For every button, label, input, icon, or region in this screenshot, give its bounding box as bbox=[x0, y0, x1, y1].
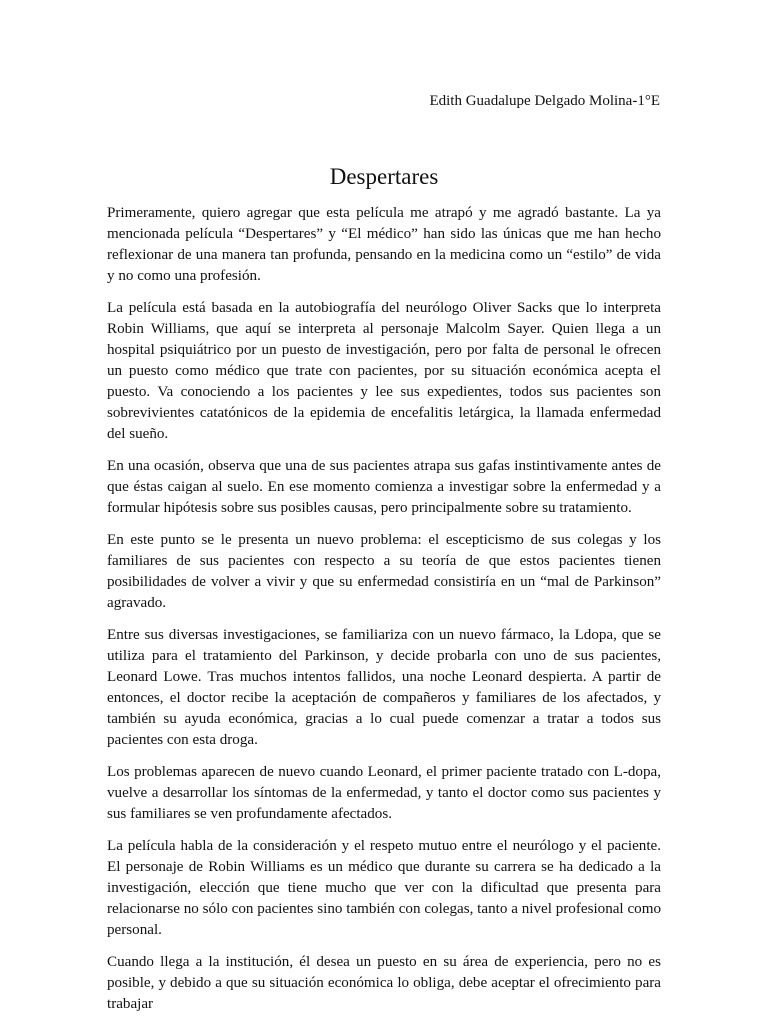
author-line: Edith Guadalupe Delgado Molina-1°E bbox=[429, 93, 660, 109]
paragraph-2: La película está basada en la autobiografía del neurólogo Oliver Sacks que lo interpreta Robin Williams, que aquí se interpreta al personaje Malcolm Sayer. Quien llega a un hospital psiquiátrico por un puesto de investigación, pero por falta de personal le ofrecen un puesto como médico que trate con pacientes, por su situación económica acepta el puesto. Va conociendo a los pacientes y lee sus expedientes, todos sus pacientes son sobrevivientes catatónicos de la epidemia de encefalitis letárgica, la llamada enfermedad del sueño. bbox=[107, 300, 661, 442]
paragraph-5: Entre sus diversas investigaciones, se familiariza con un nuevo fármaco, la Ldopa, que se utiliza para el tratamiento del Parkinson, y decide probarla con uno de sus pacientes, Leonard Lowe. Tras muchos intentos fallidos, una noche Leonard despierta. A partir de entonces, el doctor recibe la aceptación de compañeros y familiares de los afectados, y también su ayuda económica, gracias a lo cual puede comenzar a tratar a todos sus pacientes con esta droga. bbox=[107, 627, 661, 748]
paragraph-1: Primeramente, quiero agregar que esta película me atrapó y me agradó bastante. La ya mencionada película “Despertares” y “El médico” han sido las únicas que me han hecho reflexionar de una manera tan profunda, pensando en la medicina como un “estilo” de vida y no como una profesión. bbox=[107, 205, 661, 284]
paragraph-7: La película habla de la consideración y el respeto mutuo entre el neurólogo y el paciente. El personaje de Robin Williams es un médico que durante su carrera se ha dedicado a la investigación, elección que tiene mucho que ver con la dificultad que presenta para relacionarse no sólo con pacientes sino también con colegas, tanto a nivel profesional como personal. bbox=[107, 838, 661, 938]
document-title: Despertares bbox=[329, 164, 439, 189]
paragraph-3: En una ocasión, observa que una de sus pacientes atrapa sus gafas instintivamente antes de que éstas caigan al suelo. En ese momento comienza a investigar sobre la enfermedad y a formular hipótesis sobre sus posibles causas, pero principalmente sobre su tratamiento. bbox=[107, 458, 661, 516]
paragraph-8: Cuando llega a la institución, él desea un puesto en su área de experiencia, pero no es posible, y debido a que su situación económica lo obliga, debe aceptar el ofrecimiento para trabajar bbox=[107, 954, 661, 1012]
paragraph-4: En este punto se le presenta un nuevo problema: el escepticismo de sus colegas y los familiares de sus pacientes con respecto a su teoría de que estos pacientes tienen posibilidades de volver a vivir y que su enfermedad consistiría en un “mal de Parkinson” agravado. bbox=[107, 532, 661, 611]
paragraph-6: Los problemas aparecen de nuevo cuando Leonard, el primer paciente tratado con L-dopa, vuelve a desarrollar los síntomas de la enfermedad, y tanto el doctor como sus pacientes y sus familiares se ven profundamente afectados. bbox=[107, 764, 661, 822]
document-body bbox=[107, 203, 661, 1026]
